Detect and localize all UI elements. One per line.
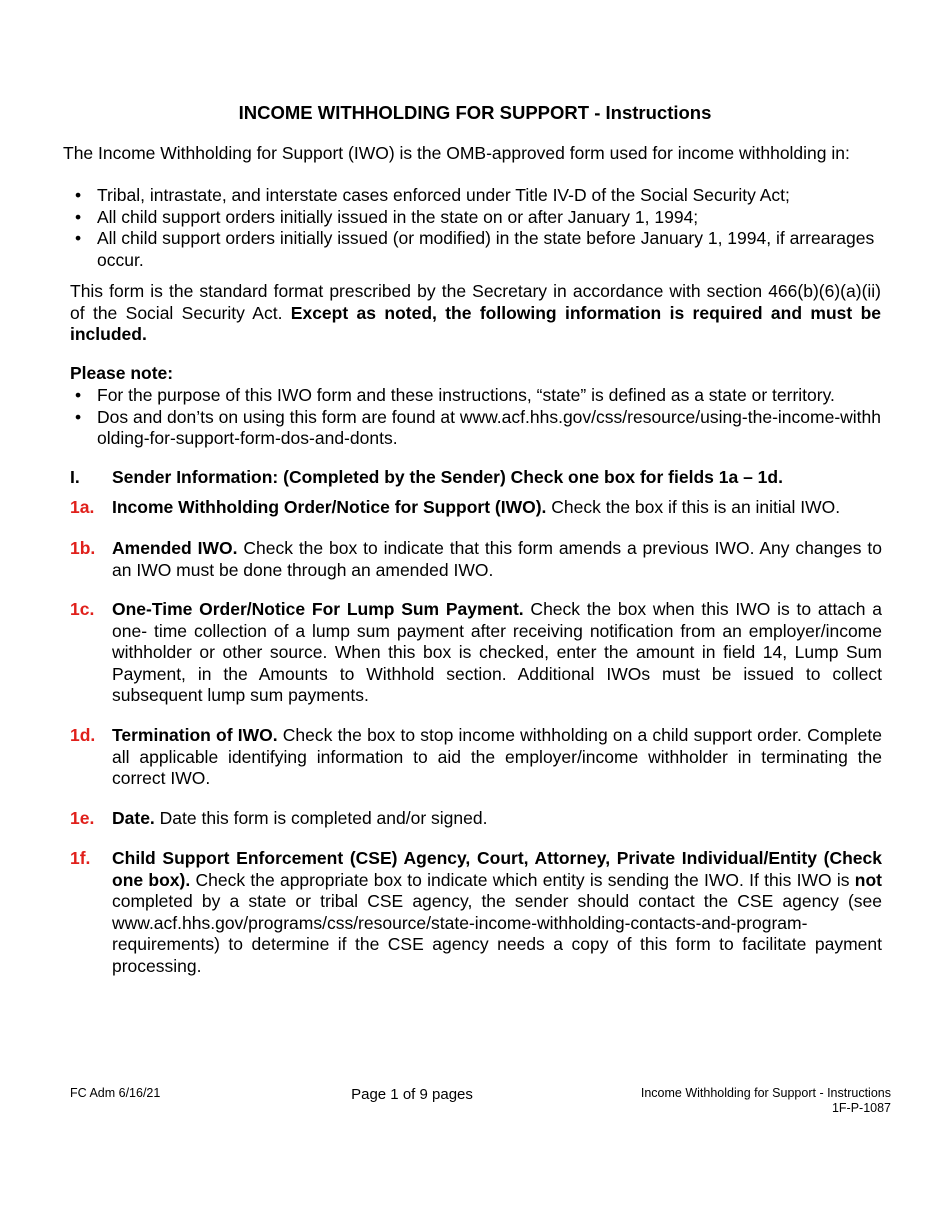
item-1c: 1c. One-Time Order/Notice For Lump Sum Payment. Check the box when this IWO is to attach a one- time collection of a lump sum payment after receiving notification from an employer/income withholder or other source. When this box is checked, enter the amount in field 14, Lump Sum Payment, in the Amounts to Withhold section. Additional IWOs must be issued to collect subsequent lump sum payments.: [70, 599, 882, 705]
footer-form-code: FC Adm 6/16/21: [70, 1086, 161, 1100]
item-1d: 1d. Termination of IWO. Check the box to stop income withholding on a child support order. Complete all applicable identifying information to aid the employer/income withholder in terminating the correct IWO.: [70, 725, 882, 788]
item-1f: 1f. Child Support Enforcement (CSE) Agency, Court, Attorney, Private Individual/Entity (Check one box). Check the appropriate box to indicate which entity is sending the IWO. If this IWO is not completed by a state or tribal CSE agency, the sender should contact the CSE agency (see www.acf.hhs.gov/programs/css/resource/state-income-withholding-contacts-and-program-requirements) to determine if the CSE agency needs a copy of this form to facilitate payment processing.: [70, 848, 882, 976]
list-item: • For the purpose of this IWO form and these instructions, “state” is defined as a state or territory.: [75, 385, 835, 405]
list-item: • All child support orders initially issued in the state on or after January 1, 1994;: [75, 206, 699, 227]
item-1b: 1b. Amended IWO. Check the box to indicate that this form amends a previous IWO. Any changes to an IWO must be done through an amended IWO.: [70, 538, 882, 580]
please-note-heading: Please note:: [70, 363, 174, 383]
standard-format-paragraph: This form is the standard format prescribed by the Secretary in accordance with section 466(b)(6)(a)(ii) of the Social Security Act. Except as noted, the following information is required and must be included.: [70, 281, 881, 344]
list-item: • Tribal, intrastate, and interstate cases enforced under Title IV-D of the Social Security Act;: [75, 185, 790, 205]
list-item: • All child support orders initially issued (or modified) in the state before January 1, 1994, if arrearages occur.: [75, 228, 875, 270]
footer-form-title: Income Withholding for Support - Instructions 1F-P-1087: [640, 1086, 891, 1115]
item-1a: 1a. Income Withholding Order/Notice for Support (IWO). Check the box if this is an initial IWO.: [70, 497, 841, 517]
please-note-list: [75, 385, 885, 450]
section-i-heading: I. Sender Information: (Completed by the Sender) Check one box for fields 1a – 1d.: [70, 467, 783, 487]
list-item: • Dos and don’ts on using this form are found at www.acf.hhs.gov/css/resource/using-the-income-withholding-for-support-form-dos-and-donts.: [75, 406, 881, 448]
footer-page-number: Page 1 of 9 pages: [351, 1086, 473, 1103]
intro-bullet-list: [75, 185, 885, 271]
item-1e: 1e. Date. Date this form is completed and/or signed.: [70, 808, 488, 828]
page-title: INCOME WITHHOLDING FOR SUPPORT - Instructions: [238, 102, 712, 123]
intro-paragraph: The Income Withholding for Support (IWO) is the OMB-approved form used for income withholding in:: [63, 143, 850, 163]
